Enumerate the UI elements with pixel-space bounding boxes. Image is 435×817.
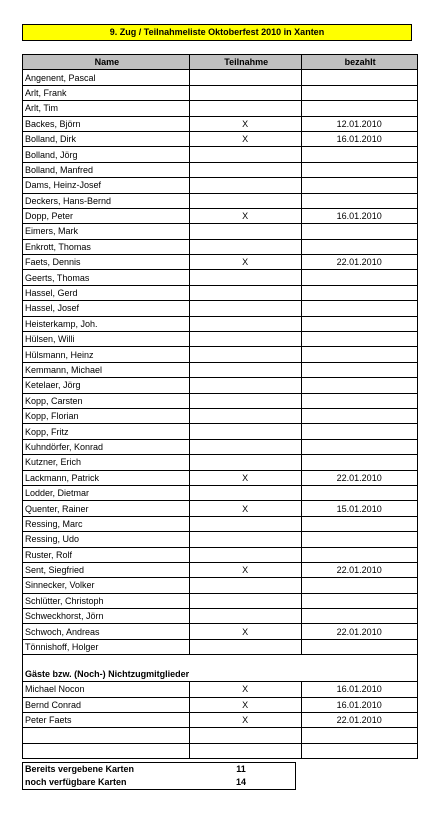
member-row xyxy=(23,162,418,177)
bezahlt-cell xyxy=(301,728,417,743)
member-row xyxy=(23,178,418,193)
member-row xyxy=(23,516,418,531)
name-cell: Arlt, Frank xyxy=(23,85,190,100)
participant-table-body xyxy=(23,55,418,759)
member-row xyxy=(23,316,418,331)
name-cell: Hassel, Gerd xyxy=(23,285,190,300)
bezahlt-cell xyxy=(301,347,417,362)
teilnahme-cell xyxy=(189,332,301,347)
name-cell xyxy=(23,728,190,743)
member-row xyxy=(23,332,418,347)
teilnahme-cell: X xyxy=(189,713,301,728)
bezahlt-cell xyxy=(301,439,417,454)
teilnahme-cell xyxy=(189,316,301,331)
bezahlt-cell xyxy=(301,455,417,470)
member-row xyxy=(23,578,418,593)
teilnahme-cell xyxy=(189,162,301,177)
teilnahme-cell xyxy=(189,578,301,593)
bezahlt-cell: 16.01.2010 xyxy=(301,697,417,712)
member-row xyxy=(23,131,418,146)
bezahlt-cell: 16.01.2010 xyxy=(301,682,417,697)
bezahlt-cell xyxy=(301,516,417,531)
teilnahme-cell xyxy=(189,239,301,254)
teilnahme-cell xyxy=(189,285,301,300)
name-cell: Quenter, Rainer xyxy=(23,501,190,516)
name-cell: Sent, Siegfried xyxy=(23,562,190,577)
bezahlt-cell xyxy=(301,193,417,208)
teilnahme-cell xyxy=(189,301,301,316)
teilnahme-cell xyxy=(189,743,301,758)
issued-tickets-value: 11 xyxy=(236,764,246,774)
member-row xyxy=(23,224,418,239)
teilnahme-cell: X xyxy=(189,624,301,639)
bezahlt-cell xyxy=(301,424,417,439)
name-cell: Geerts, Thomas xyxy=(23,270,190,285)
bezahlt-cell: 16.01.2010 xyxy=(301,208,417,223)
member-row xyxy=(23,193,418,208)
bezahlt-cell: 22.01.2010 xyxy=(301,624,417,639)
teilnahme-cell xyxy=(189,728,301,743)
teilnahme-cell xyxy=(189,270,301,285)
name-cell: Deckers, Hans-Bernd xyxy=(23,193,190,208)
name-cell: Schlütter, Christoph xyxy=(23,593,190,608)
teilnahme-cell xyxy=(189,101,301,116)
name-cell: Kopp, Fritz xyxy=(23,424,190,439)
bezahlt-cell xyxy=(301,485,417,500)
name-cell: Hülsen, Willi xyxy=(23,332,190,347)
column-header-name: Name xyxy=(23,55,190,70)
member-row xyxy=(23,85,418,100)
member-row xyxy=(23,270,418,285)
teilnahme-cell xyxy=(189,516,301,531)
member-row xyxy=(23,455,418,470)
member-row xyxy=(23,547,418,562)
teilnahme-cell: X xyxy=(189,682,301,697)
bezahlt-cell xyxy=(301,147,417,162)
available-tickets-label: noch verfügbare Karten xyxy=(25,777,127,787)
bezahlt-cell xyxy=(301,316,417,331)
name-cell: Bolland, Dirk xyxy=(23,131,190,146)
guest-row xyxy=(23,743,418,758)
guests-section-row xyxy=(23,655,418,682)
guest-row xyxy=(23,713,418,728)
teilnahme-cell xyxy=(189,85,301,100)
bezahlt-cell xyxy=(301,593,417,608)
guest-row xyxy=(23,697,418,712)
name-cell: Ressing, Udo xyxy=(23,532,190,547)
bezahlt-cell xyxy=(301,301,417,316)
member-row xyxy=(23,101,418,116)
name-cell: Lackmann, Patrick xyxy=(23,470,190,485)
member-row xyxy=(23,624,418,639)
member-row xyxy=(23,362,418,377)
name-cell: Eimers, Mark xyxy=(23,224,190,239)
guest-row xyxy=(23,682,418,697)
bezahlt-cell: 22.01.2010 xyxy=(301,470,417,485)
member-row xyxy=(23,609,418,624)
bezahlt-cell xyxy=(301,639,417,654)
member-row xyxy=(23,393,418,408)
bezahlt-cell xyxy=(301,224,417,239)
name-cell: Backes, Björn xyxy=(23,116,190,131)
member-row xyxy=(23,593,418,608)
teilnahme-cell xyxy=(189,532,301,547)
name-cell: Enkrott, Thomas xyxy=(23,239,190,254)
name-cell xyxy=(23,743,190,758)
teilnahme-cell xyxy=(189,147,301,162)
teilnahme-cell xyxy=(189,439,301,454)
teilnahme-cell xyxy=(189,347,301,362)
member-row xyxy=(23,301,418,316)
name-cell: Michael Nocon xyxy=(23,682,190,697)
guest-row xyxy=(23,728,418,743)
name-cell: Hassel, Josef xyxy=(23,301,190,316)
name-cell: Ketelaer, Jörg xyxy=(23,378,190,393)
bezahlt-cell xyxy=(301,393,417,408)
name-cell: Faets, Dennis xyxy=(23,255,190,270)
name-cell: Dams, Heinz-Josef xyxy=(23,178,190,193)
bezahlt-cell xyxy=(301,239,417,254)
name-cell: Schweckhorst, Jörn xyxy=(23,609,190,624)
bezahlt-cell xyxy=(301,85,417,100)
member-row xyxy=(23,255,418,270)
member-row xyxy=(23,532,418,547)
name-cell: Sinnecker, Volker xyxy=(23,578,190,593)
teilnahme-cell: X xyxy=(189,501,301,516)
name-cell: Dopp, Peter xyxy=(23,208,190,223)
document-title: 9. Zug / Teilnahmeliste Oktoberfest 2010 in Xanten xyxy=(22,24,412,41)
name-cell: Bernd Conrad xyxy=(23,697,190,712)
teilnahme-cell: X xyxy=(189,116,301,131)
member-row xyxy=(23,285,418,300)
member-row xyxy=(23,424,418,439)
teilnahme-cell xyxy=(189,485,301,500)
teilnahme-cell: X xyxy=(189,131,301,146)
name-cell: Tönnishoff, Holger xyxy=(23,639,190,654)
bezahlt-cell xyxy=(301,362,417,377)
teilnahme-cell xyxy=(189,593,301,608)
name-cell: Ressing, Marc xyxy=(23,516,190,531)
bezahlt-cell xyxy=(301,609,417,624)
guests-heading: Gäste bzw. (Noch-) Nichtzugmitglieder xyxy=(23,655,190,682)
column-header-bezahlt: bezahlt xyxy=(301,55,417,70)
bezahlt-cell xyxy=(301,332,417,347)
member-row xyxy=(23,439,418,454)
bezahlt-cell xyxy=(301,743,417,758)
bezahlt-cell xyxy=(301,162,417,177)
teilnahme-cell xyxy=(189,455,301,470)
bezahlt-cell xyxy=(301,408,417,423)
bezahlt-cell: 22.01.2010 xyxy=(301,562,417,577)
member-row xyxy=(23,378,418,393)
bezahlt-cell xyxy=(301,70,417,85)
issued-tickets-label: Bereits vergebene Karten xyxy=(25,764,135,774)
name-cell: Bolland, Manfred xyxy=(23,162,190,177)
teilnahme-cell xyxy=(189,362,301,377)
member-row xyxy=(23,70,418,85)
teilnahme-cell: X xyxy=(189,255,301,270)
ticket-summary xyxy=(22,762,296,790)
name-cell: Hülsmann, Heinz xyxy=(23,347,190,362)
bezahlt-cell xyxy=(301,101,417,116)
member-row xyxy=(23,239,418,254)
teilnahme-cell: X xyxy=(189,697,301,712)
teilnahme-cell: X xyxy=(189,470,301,485)
bezahlt-cell: 12.01.2010 xyxy=(301,116,417,131)
bezahlt-cell: 22.01.2010 xyxy=(301,713,417,728)
bezahlt-cell xyxy=(301,378,417,393)
teilnahme-cell xyxy=(189,393,301,408)
teilnahme-cell: X xyxy=(189,562,301,577)
participant-table xyxy=(22,54,418,759)
guests-heading-spacer xyxy=(301,655,417,682)
member-row xyxy=(23,501,418,516)
member-row xyxy=(23,485,418,500)
bezahlt-cell: 16.01.2010 xyxy=(301,131,417,146)
name-cell: Kutzner, Erich xyxy=(23,455,190,470)
column-header-teilnahme: Teilnahme xyxy=(189,55,301,70)
teilnahme-cell xyxy=(189,224,301,239)
member-row xyxy=(23,639,418,654)
member-row xyxy=(23,208,418,223)
name-cell: Peter Faets xyxy=(23,713,190,728)
name-cell: Bolland, Jörg xyxy=(23,147,190,162)
bezahlt-cell xyxy=(301,532,417,547)
name-cell: Heisterkamp, Joh. xyxy=(23,316,190,331)
bezahlt-cell xyxy=(301,578,417,593)
teilnahme-cell xyxy=(189,378,301,393)
table-header-row xyxy=(23,55,418,70)
member-row xyxy=(23,147,418,162)
member-row xyxy=(23,470,418,485)
bezahlt-cell xyxy=(301,178,417,193)
name-cell: Angenent, Pascal xyxy=(23,70,190,85)
name-cell: Ruster, Rolf xyxy=(23,547,190,562)
member-row xyxy=(23,408,418,423)
bezahlt-cell xyxy=(301,270,417,285)
name-cell: Kopp, Florian xyxy=(23,408,190,423)
name-cell: Schwoch, Andreas xyxy=(23,624,190,639)
bezahlt-cell xyxy=(301,285,417,300)
teilnahme-cell: X xyxy=(189,208,301,223)
bezahlt-cell: 22.01.2010 xyxy=(301,255,417,270)
available-tickets-value: 14 xyxy=(235,777,246,787)
guests-heading-spacer xyxy=(189,655,301,682)
bezahlt-cell: 15.01.2010 xyxy=(301,501,417,516)
issued-tickets-row xyxy=(23,763,295,776)
teilnahme-cell xyxy=(189,178,301,193)
teilnahme-cell xyxy=(189,609,301,624)
teilnahme-cell xyxy=(189,547,301,562)
teilnahme-cell xyxy=(189,639,301,654)
name-cell: Kemmann, Michael xyxy=(23,362,190,377)
member-row xyxy=(23,116,418,131)
available-tickets-row xyxy=(23,776,295,789)
teilnahme-cell xyxy=(189,424,301,439)
teilnahme-cell xyxy=(189,193,301,208)
member-row xyxy=(23,562,418,577)
name-cell: Kopp, Carsten xyxy=(23,393,190,408)
name-cell: Lodder, Dietmar xyxy=(23,485,190,500)
teilnahme-cell xyxy=(189,70,301,85)
name-cell: Kuhndörfer, Konrad xyxy=(23,439,190,454)
member-row xyxy=(23,347,418,362)
name-cell: Arlt, Tim xyxy=(23,101,190,116)
teilnahme-cell xyxy=(189,408,301,423)
bezahlt-cell xyxy=(301,547,417,562)
